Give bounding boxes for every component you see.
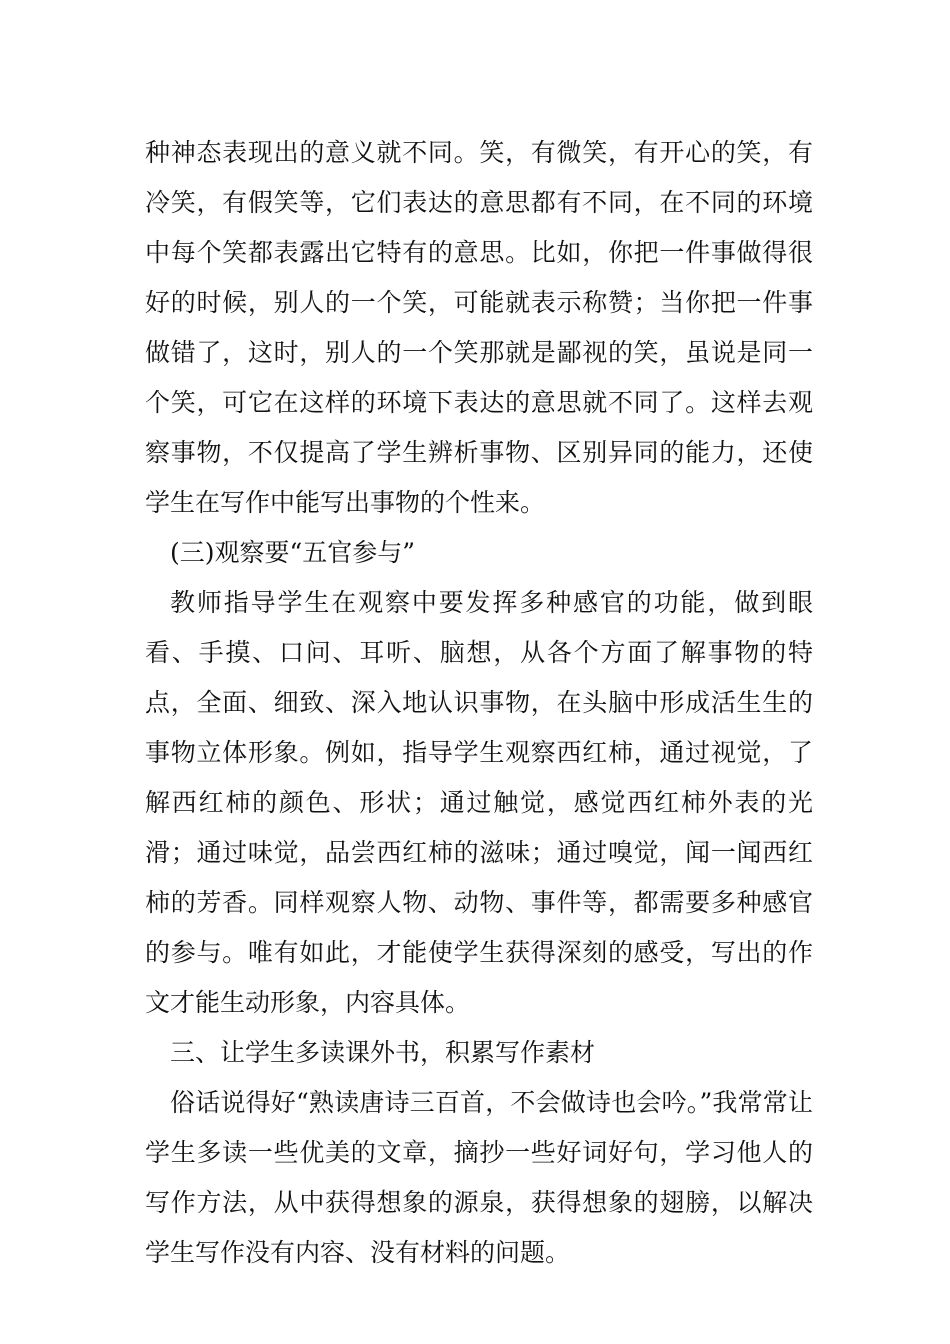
document-body	[145, 128, 813, 1278]
section-heading-extracurricular-reading: 三、让学生多读课外书，积累写作素材	[170, 1038, 596, 1067]
paragraph-continued-laugh-example: 种神态表现出的意义就不同。笑，有微笑，有开心的笑，有冷笑，有假笑等，它们表达的意思都有不同，在不同的环境中每个笑都表露出它特有的意思。比如，你把一件事做得很好的时候，别人的一个笑，可能就表示称赞；当你把一件事做错了，这时，别人的一个笑那就是鄙视的笑，虽说是同一个笑，可它在这样的环境下表达的意思就不同了。这样去观察事物，不仅提高了学生辨析事物、区别异同的能力，还使学生在写作中能写出事物的个性来。	[145, 138, 813, 517]
section-heading-five-senses: (三)观察要“五官参与”	[170, 538, 416, 567]
paragraph-extracurricular-reading: 俗话说得好“熟读唐诗三百首，不会做诗也会吟。”我常常让学生多读一些优美的文章，摘抄一些好词好句，学习他人的写作方法，从中获得想象的源泉，获得想象的翅膀，以解决学生写作没有内容、没有材料的问题。	[145, 1088, 813, 1267]
paragraph-five-senses: 教师指导学生在观察中要发挥多种感官的功能，做到眼看、手摸、口问、耳听、脑想，从各个方面了解事物的特点，全面、细致、深入地认识事物，在头脑中形成活生生的事物立体形象。例如，指导学生观察西红柿，通过视觉，了解西红柿的颜色、形状；通过触觉，感觉西红柿外表的光滑；通过味觉，品尝西红柿的滋味；通过嗅觉，闻一闻西红柿的芳香。同样观察人物、动物、事件等，都需要多种感官的参与。唯有如此，才能使学生获得深刻的感受，写出的作文才能生动形象，内容具体。	[145, 588, 813, 1017]
